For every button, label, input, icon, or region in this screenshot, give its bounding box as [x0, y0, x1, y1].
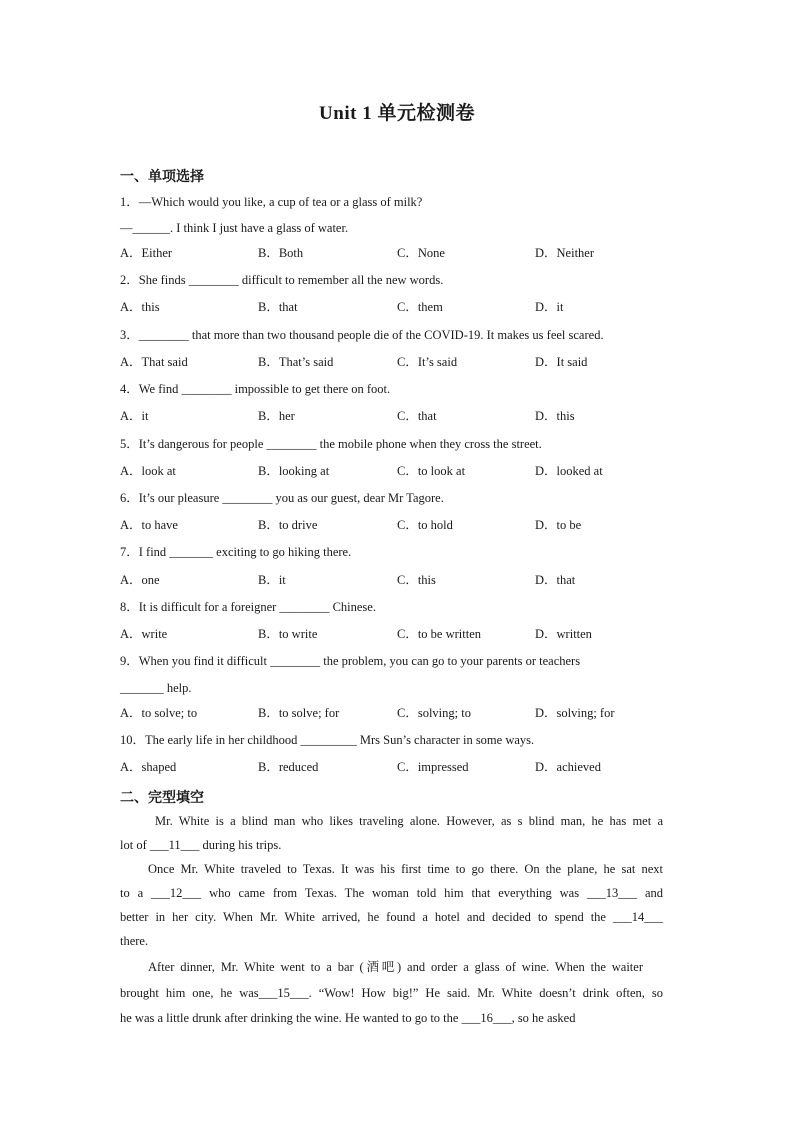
question-2-options [120, 299, 680, 315]
option-a[interactable]: A．Either [120, 246, 173, 260]
option-c[interactable]: C．None [397, 246, 445, 260]
passage-line: brought him one, he was___15___. “Wow! How big!” He said. Mr. White doesn’t drink often, so [120, 986, 663, 1000]
passage-line: to a ___12___ who came from Texas. The woman told him that everything was ___13___ and [120, 886, 663, 900]
passage-line: Mr. White is a blind man who likes traveling alone. However, as s blind man, he has met a [155, 814, 663, 828]
section-heading-multiple-choice: 一、单项选择 [120, 170, 204, 185]
passage-line: lot of ___11___ during his trips. [120, 838, 282, 852]
option-c[interactable]: C．to be written [397, 627, 482, 641]
question-4-options [120, 408, 680, 424]
question-5-stem: 5．It’s dangerous for people ________ the mobile phone when they cross the street. [120, 437, 542, 451]
option-b[interactable]: B．to write [258, 627, 318, 641]
option-b[interactable]: B．Both [258, 246, 304, 260]
option-a[interactable]: A．That said [120, 355, 188, 369]
option-c[interactable]: C．to hold [397, 518, 453, 532]
question-7-stem: 7．I find _______ exciting to go hiking there. [120, 545, 352, 559]
question-4-stem: 4．We find ________ impossible to get there on foot. [120, 382, 391, 396]
passage-line: Once Mr. White traveled to Texas. It was his first time to go there. On the plane, he sat next [148, 862, 663, 876]
option-d[interactable]: D．achieved [535, 760, 601, 774]
option-a[interactable]: A．this [120, 300, 160, 314]
option-c[interactable]: C．them [397, 300, 443, 314]
question-9-options [120, 705, 680, 721]
option-a[interactable]: A．it [120, 409, 149, 423]
option-b[interactable]: B．reduced [258, 760, 319, 774]
option-b[interactable]: B．That’s said [258, 355, 334, 369]
question-9-stem-line2: _______ help. [120, 681, 192, 695]
passage-line: better in her city. When Mr. White arrived, he found a hotel and decided to spend the ___14___ [120, 910, 663, 924]
question-10-options [120, 759, 680, 775]
option-a[interactable]: A．one [120, 573, 160, 587]
option-a[interactable]: A．to have [120, 518, 178, 532]
question-6-options [120, 517, 680, 533]
option-c[interactable]: C．that [397, 409, 437, 423]
option-d[interactable]: D．that [535, 573, 576, 587]
option-d[interactable]: D．this [535, 409, 575, 423]
option-b[interactable]: B．looking at [258, 464, 330, 478]
option-d[interactable]: D．It said [535, 355, 588, 369]
option-c[interactable]: C．this [397, 573, 436, 587]
option-a[interactable]: A．look at [120, 464, 176, 478]
question-10-stem: 10．The early life in her childhood _________ Mrs Sun’s character in some ways. [120, 733, 535, 747]
question-9-stem: 9．When you find it difficult ________ the problem, you can go to your parents or teachers [120, 654, 581, 668]
question-2-stem: 2．She finds ________ difficult to remember all the new words. [120, 273, 444, 287]
option-d[interactable]: D．written [535, 627, 592, 641]
option-b[interactable]: B．to drive [258, 518, 318, 532]
question-3-stem: 3．________ that more than two thousand people die of the COVID-19. It makes us feel scared. [120, 328, 604, 342]
question-1-stem-line2: —______. I think I just have a glass of water. [120, 221, 349, 235]
question-6-stem: 6．It’s our pleasure ________ you as our guest, dear Mr Tagore. [120, 491, 444, 505]
question-8-stem: 8．It is difficult for a foreigner ________ Chinese. [120, 600, 376, 614]
option-d[interactable]: D．Neither [535, 246, 595, 260]
question-3-options [120, 354, 680, 370]
passage-line: there. [120, 934, 149, 948]
option-d[interactable]: D．looked at [535, 464, 603, 478]
question-1-stem: 1．—Which would you like, a cup of tea or a glass of milk? [120, 195, 423, 209]
option-a[interactable]: A．to solve; to [120, 706, 198, 720]
option-b[interactable]: B．that [258, 300, 298, 314]
option-c[interactable]: C．impressed [397, 760, 469, 774]
option-c[interactable]: C．to look at [397, 464, 466, 478]
option-a[interactable]: A．write [120, 627, 168, 641]
question-1-options [120, 245, 680, 261]
option-a[interactable]: A．shaped [120, 760, 177, 774]
question-7-options [120, 572, 680, 588]
passage-line: After dinner, Mr. White went to a bar (酒吧) and order a glass of wine. When the waiter [148, 960, 643, 974]
option-b[interactable]: B．it [258, 573, 286, 587]
passage-line: he was a little drunk after drinking the wine. He wanted to go to the ___16___, so he asked [120, 1011, 576, 1025]
option-d[interactable]: D．solving; for [535, 706, 615, 720]
option-b[interactable]: B．her [258, 409, 295, 423]
section-heading-cloze: 二、完型填空 [120, 791, 204, 806]
option-b[interactable]: B．to solve; for [258, 706, 340, 720]
question-8-options [120, 626, 680, 642]
option-c[interactable]: C．It’s said [397, 355, 458, 369]
option-d[interactable]: D．it [535, 300, 564, 314]
option-d[interactable]: D．to be [535, 518, 582, 532]
question-5-options [120, 463, 680, 479]
page-title: Unit 1 单元检测卷 [319, 103, 475, 124]
option-c[interactable]: C．solving; to [397, 706, 471, 720]
